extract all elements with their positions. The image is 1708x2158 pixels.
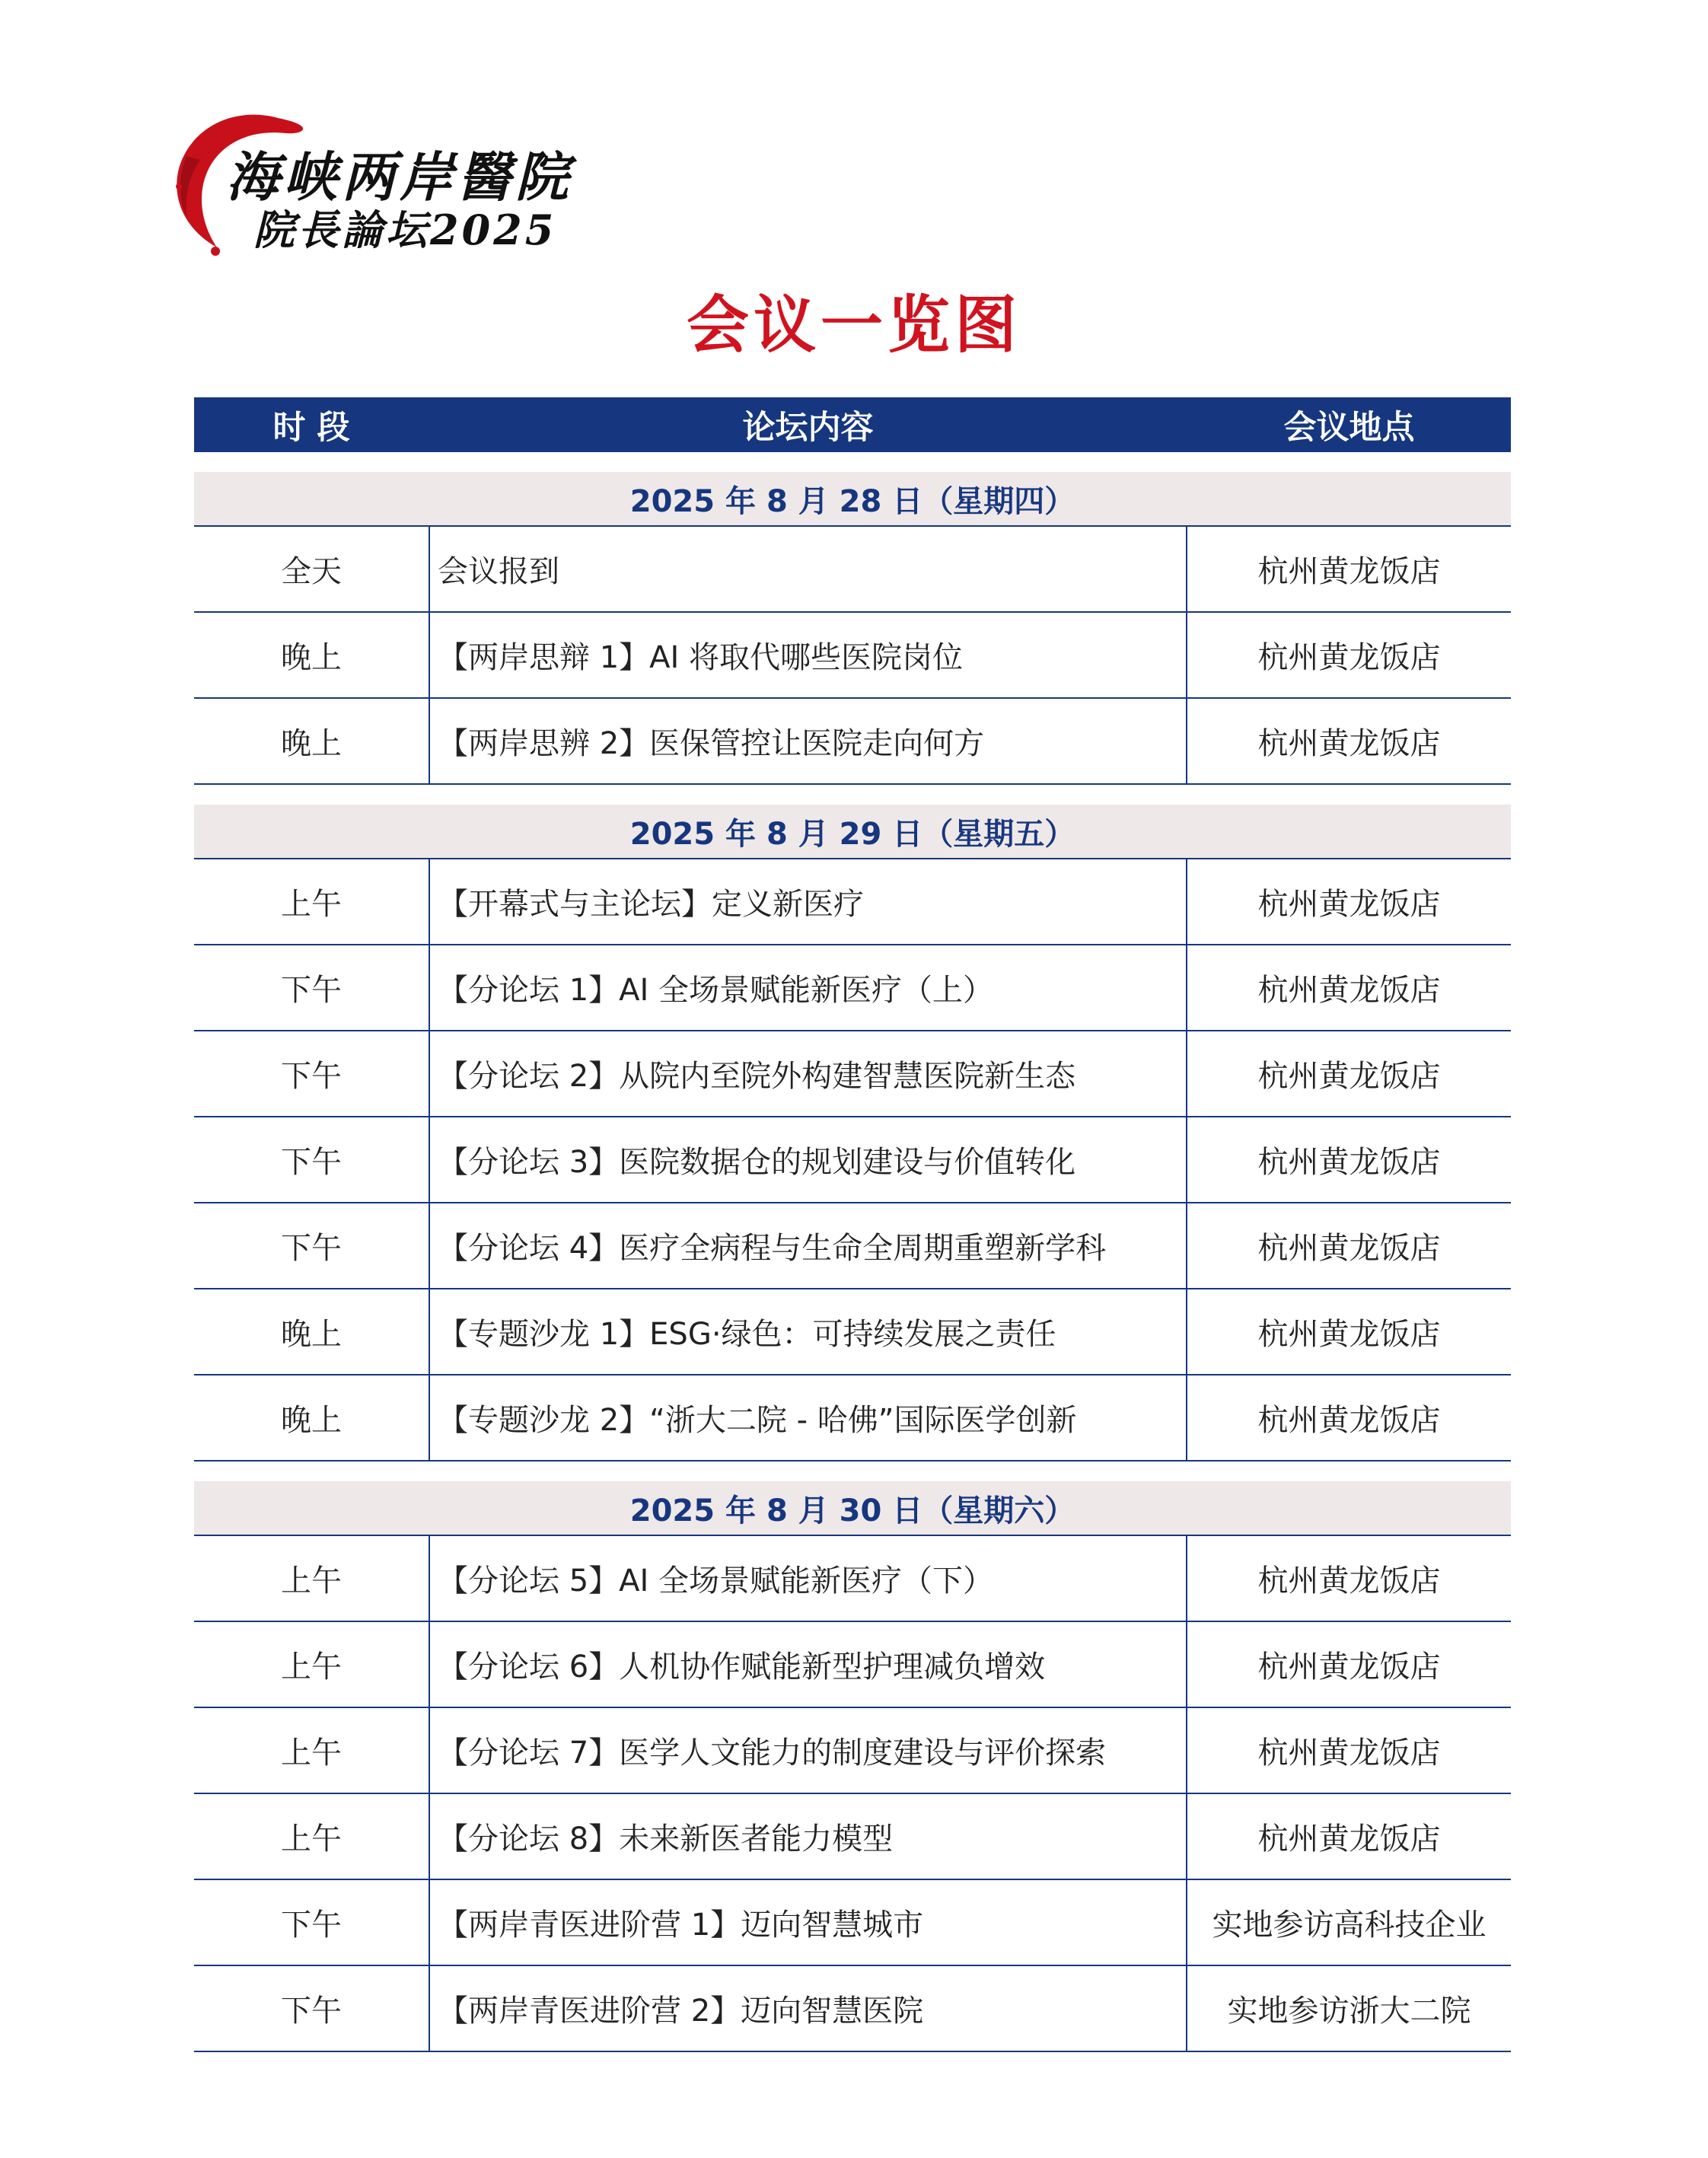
table-row [194, 699, 1511, 785]
header-topic: 论坛内容 [742, 408, 874, 447]
row-time: 晚上 [281, 1317, 342, 1352]
row-venue: 杭州黄龙饭店 [1257, 973, 1441, 1008]
row-topic: 【分论坛 8】未来新医者能力模型 [429, 1794, 1187, 1879]
row-time: 全天 [281, 554, 342, 589]
row-venue: 实地参访高科技企业 [1212, 1908, 1487, 1943]
row-time: 晚上 [281, 640, 342, 675]
day-header: 2025 年 8 月 28 日（星期四） [194, 472, 1511, 527]
row-venue: 杭州黄龙饭店 [1257, 640, 1441, 675]
table-row [194, 859, 1511, 945]
table-row [194, 1031, 1511, 1117]
row-venue: 杭州黄龙饭店 [1257, 887, 1441, 922]
table-row [194, 1117, 1511, 1203]
row-topic: 【专题沙龙 2】“浙大二院 - 哈佛”国际医学创新 [429, 1375, 1187, 1460]
schedule-table [194, 397, 1511, 2052]
table-row [194, 1203, 1511, 1289]
table-row [194, 1966, 1511, 2052]
row-topic: 会议报到 [429, 527, 1187, 611]
table-row [194, 613, 1511, 699]
table-header [194, 397, 1511, 452]
row-time: 上午 [281, 1822, 342, 1857]
row-venue: 实地参访浙大二院 [1227, 1994, 1471, 2029]
row-venue: 杭州黄龙饭店 [1257, 554, 1441, 589]
logo-line-2: 院長論坛2025 [253, 206, 557, 254]
table-row [194, 1536, 1511, 1622]
row-time: 上午 [281, 1736, 342, 1771]
row-topic: 【分论坛 6】人机协作赋能新型护理减负增效 [429, 1622, 1187, 1707]
row-topic: 【两岸青医进阶营 1】迈向智慧城市 [429, 1880, 1187, 1965]
row-time: 晚上 [281, 726, 342, 761]
logo-line-1: 海峡两岸醫院 [226, 145, 573, 209]
row-time: 上午 [281, 1564, 342, 1599]
row-venue: 杭州黄龙饭店 [1257, 1059, 1441, 1094]
row-topic: 【两岸思辩 1】AI 将取代哪些医院岗位 [429, 613, 1187, 697]
page-title: 会议一览图 [686, 289, 1021, 362]
table-row [194, 527, 1511, 613]
row-time: 上午 [281, 1650, 342, 1685]
row-time: 下午 [281, 1994, 342, 2029]
row-time: 晚上 [281, 1403, 342, 1438]
row-topic: 【分论坛 4】医疗全病程与生命全周期重塑新学科 [429, 1203, 1187, 1288]
row-time: 下午 [281, 973, 342, 1008]
row-venue: 杭州黄龙饭店 [1257, 726, 1441, 761]
table-row [194, 1794, 1511, 1880]
day-header: 2025 年 8 月 29 日（星期五） [194, 805, 1511, 859]
table-row [194, 1289, 1511, 1375]
row-topic: 【两岸青医进阶营 2】迈向智慧医院 [429, 1966, 1187, 2051]
row-topic: 【专题沙龙 1】ESG·绿色：可持续发展之责任 [429, 1289, 1187, 1374]
row-topic: 【开幕式与主论坛】定义新医疗 [429, 859, 1187, 944]
row-topic: 【分论坛 2】从院内至院外构建智慧医院新生态 [429, 1031, 1187, 1116]
row-time: 下午 [281, 1145, 342, 1180]
row-topic: 【两岸思辨 2】医保管控让医院走向何方 [429, 699, 1187, 783]
table-row [194, 1375, 1511, 1462]
row-venue: 杭州黄龙饭店 [1257, 1145, 1441, 1180]
row-venue: 杭州黄龙饭店 [1257, 1231, 1441, 1266]
row-time: 下午 [281, 1231, 342, 1266]
table-row [194, 1708, 1511, 1794]
row-venue: 杭州黄龙饭店 [1257, 1650, 1441, 1685]
header-venue: 会议地点 [1283, 408, 1415, 447]
row-topic: 【分论坛 7】医学人文能力的制度建设与评价探索 [429, 1708, 1187, 1793]
forum-logo [164, 103, 620, 263]
row-venue: 杭州黄龙饭店 [1257, 1317, 1441, 1352]
row-venue: 杭州黄龙饭店 [1257, 1822, 1441, 1857]
row-venue: 杭州黄龙饭店 [1257, 1403, 1441, 1438]
row-time: 下午 [281, 1059, 342, 1094]
day-header: 2025 年 8 月 30 日（星期六） [194, 1481, 1511, 1536]
row-time: 下午 [281, 1908, 342, 1943]
table-row [194, 945, 1511, 1031]
table-row [194, 1622, 1511, 1708]
row-venue: 杭州黄龙饭店 [1257, 1736, 1441, 1771]
header-time: 时 段 [272, 408, 350, 447]
row-topic: 【分论坛 3】医院数据仓的规划建设与价值转化 [429, 1117, 1187, 1202]
table-row [194, 1880, 1511, 1966]
row-topic: 【分论坛 1】AI 全场景赋能新医疗（上） [429, 945, 1187, 1030]
row-venue: 杭州黄龙饭店 [1257, 1564, 1441, 1599]
row-time: 上午 [281, 887, 342, 922]
row-topic: 【分论坛 5】AI 全场景赋能新医疗（下） [429, 1536, 1187, 1621]
